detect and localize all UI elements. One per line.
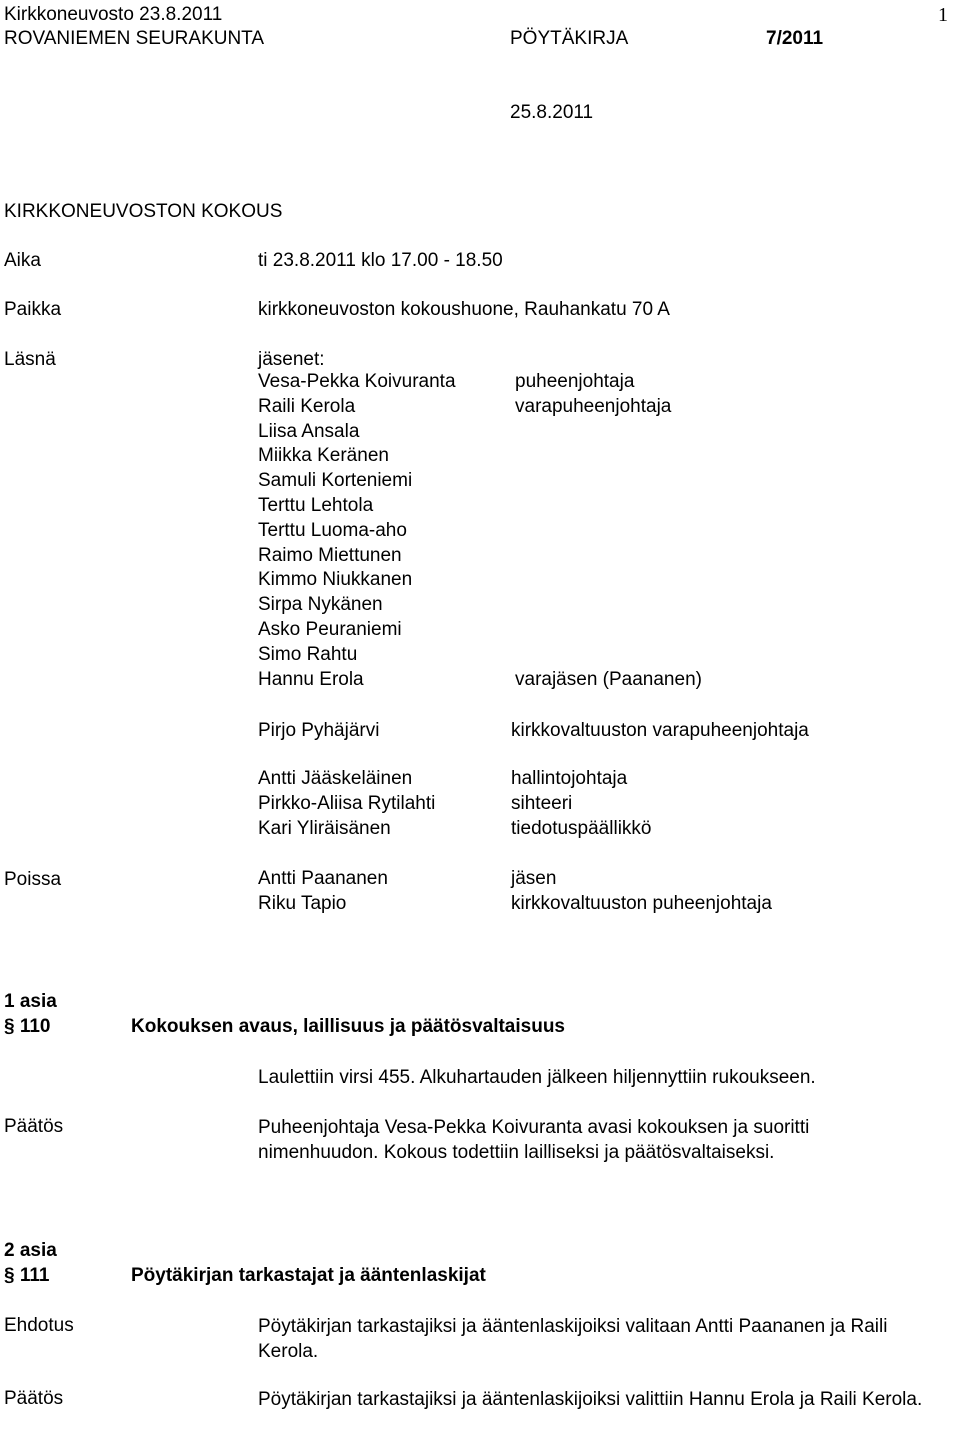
member-role — [515, 444, 702, 469]
member-name: Kimmo Niukkanen — [258, 569, 413, 591]
item-1-decision: Puheenjohtaja Vesa-Pekka Koivuranta avasi kokouksen ja suoritti nimenhuudon. Kokous todettiin lailliseksi ja päätösvaltaiseksi. — [258, 1117, 810, 1163]
member-role — [515, 420, 702, 445]
member-role: varajäsen (Paananen) — [515, 668, 702, 690]
member-name: Terttu Luoma-aho — [258, 519, 407, 541]
item-2-asia: 2 asia — [4, 1240, 57, 1261]
aika-label: Aika — [4, 250, 41, 271]
member-role: varapuheenjohtaja — [515, 395, 672, 417]
item-1-decision-label: Päätös — [4, 1116, 64, 1137]
members-heading: jäsenet: — [258, 349, 325, 370]
member-name: Asko Peuraniemi — [258, 618, 402, 640]
item-1-number: § 110 — [4, 1016, 51, 1037]
item-2-decision-label: Päätös — [4, 1388, 64, 1409]
absent-name: Riku Tapio — [258, 892, 347, 914]
item-1-asia: 1 asia — [4, 991, 57, 1012]
member-role — [515, 469, 702, 494]
member-role — [515, 494, 702, 519]
staff-names — [258, 767, 435, 841]
guest-name: Pirjo Pyhäjärvi — [258, 720, 380, 741]
member-name: Liisa Ansala — [258, 420, 360, 442]
document-number: 7/2011 — [766, 28, 824, 49]
absent-role: jäsen — [511, 868, 557, 889]
member-role — [515, 643, 702, 668]
absent-role: kirkkovaltuuston puheenjohtaja — [511, 892, 772, 914]
staff-name: Pirkko-Aliisa Rytilahti — [258, 792, 436, 814]
member-role — [515, 593, 702, 618]
item-2-number: § 111 — [4, 1265, 50, 1286]
item-2-decision: Pöytäkirjan tarkastajiksi ja ääntenlaskijoiksi valittiin Hannu Erola ja Raili Kerola. — [258, 1389, 923, 1410]
item-1-intro: Laulettiin virsi 455. Alkuhartauden jälkeen hiljennyttiin rukoukseen. — [258, 1067, 816, 1088]
member-name: Miikka Keränen — [258, 445, 389, 467]
member-roles — [515, 370, 702, 692]
staff-name: Kari Yliräisänen — [258, 817, 391, 839]
member-names — [258, 370, 456, 692]
absent-roles — [511, 867, 772, 917]
item-2-proposal: Pöytäkirjan tarkastajiksi ja ääntenlaskijoiksi valitaan Antti Paananen ja Raili Kerola. — [258, 1316, 888, 1362]
member-name: Vesa-Pekka Koivuranta — [258, 371, 456, 392]
document-type: PÖYTÄKIRJA — [510, 28, 629, 49]
member-role: puheenjohtaja — [515, 371, 635, 392]
poissa-label: Poissa — [4, 869, 62, 890]
member-role — [515, 544, 702, 569]
header-meeting-date: Kirkkoneuvosto 23.8.2011 — [4, 4, 223, 25]
member-name: Raili Kerola — [258, 395, 356, 417]
paikka-value: kirkkoneuvoston kokoushuone, Rauhankatu 70 A — [258, 299, 670, 320]
document-date: 25.8.2011 — [510, 102, 594, 123]
staff-role: tiedotuspäällikkö — [511, 817, 652, 839]
staff-name: Antti Jääskeläinen — [258, 768, 413, 789]
member-name: Sirpa Nykänen — [258, 594, 383, 616]
absent-name: Antti Paananen — [258, 868, 388, 889]
item-2-proposal-label: Ehdotus — [4, 1315, 74, 1336]
staff-roles — [511, 767, 651, 841]
lasna-label: Läsnä — [4, 349, 56, 370]
member-name: Raimo Miettunen — [258, 544, 402, 566]
item-1-title: Kokouksen avaus, laillisuus ja päätösvaltaisuus — [131, 1016, 566, 1037]
organization-name: ROVANIEMEN SEURAKUNTA — [4, 28, 265, 49]
aika-value: ti 23.8.2011 klo 17.00 - 18.50 — [258, 250, 503, 271]
meeting-title: KIRKKONEUVOSTON KOKOUS — [4, 201, 283, 222]
guest-role: kirkkovaltuuston varapuheenjohtaja — [511, 720, 809, 741]
item-2-title: Pöytäkirjan tarkastajat ja ääntenlaskijat — [131, 1265, 486, 1286]
paikka-label: Paikka — [4, 299, 62, 320]
member-name: Terttu Lehtola — [258, 494, 374, 516]
member-name: Samuli Korteniemi — [258, 470, 413, 492]
staff-role: sihteeri — [511, 792, 573, 814]
member-name: Simo Rahtu — [258, 643, 358, 665]
member-role — [515, 618, 702, 643]
member-role — [515, 568, 702, 593]
member-name: Hannu Erola — [258, 668, 364, 690]
member-role — [515, 519, 702, 544]
page-number: 1 — [938, 4, 948, 26]
staff-role: hallintojohtaja — [511, 768, 628, 789]
absent-names — [258, 867, 388, 917]
